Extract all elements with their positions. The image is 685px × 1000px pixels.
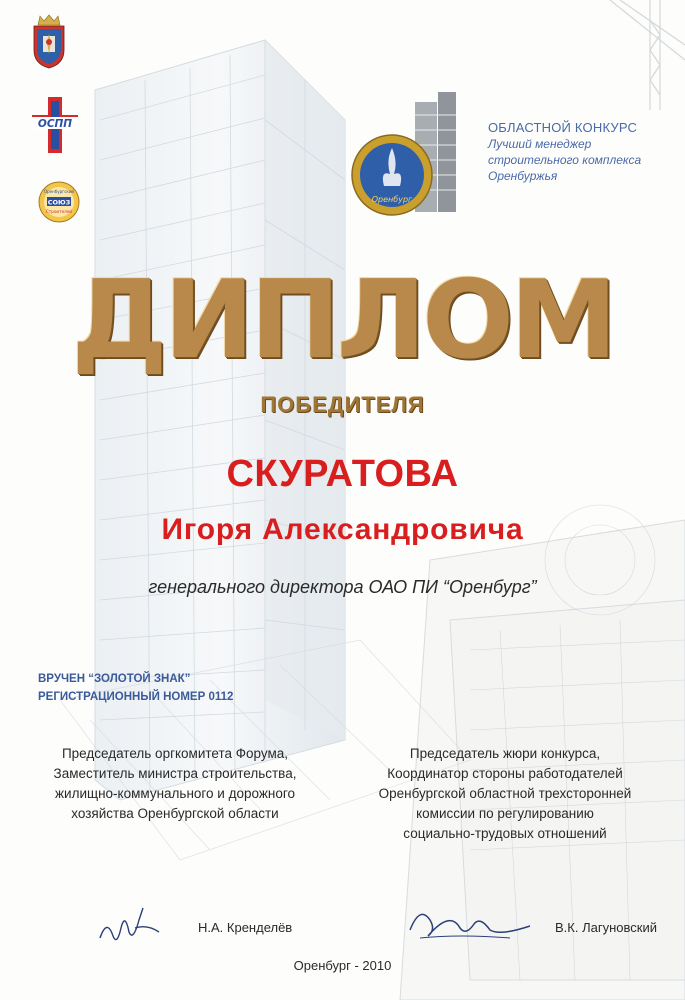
left-signatory-name: Н.А. Кренделёв: [198, 920, 293, 935]
contest-emblem-icon: [340, 90, 460, 230]
signatory-line: Координатор стороны работодателей: [387, 766, 623, 781]
contest-info: [488, 120, 678, 184]
signature-left-icon: [95, 898, 165, 948]
coat-of-arms-icon: [28, 12, 70, 70]
ospp-logo-icon: [30, 95, 80, 155]
contest-line: Лучший менеджер: [488, 137, 592, 151]
contest-line: строительного комплекса: [488, 153, 642, 167]
signature-right-icon: [400, 900, 540, 945]
signatory-line: Председатель оргкомитета Форума,: [61, 746, 289, 761]
diploma-subtitle: ПОБЕДИТЕЛЯ: [260, 392, 425, 417]
award-info: [38, 670, 233, 706]
signatory-line: Председатель жюри конкурса,: [409, 746, 601, 761]
svg-text:Строителей: Строителей: [45, 209, 73, 214]
signatory-line: комиссии по регулированию: [416, 806, 594, 821]
registration-number: РЕГИСТРАЦИОННЫЙ НОМЕР 0112: [38, 691, 234, 703]
contest-title: ОБЛАСТНОЙ КОНКУРС: [488, 120, 638, 135]
contest-line: Оренбуржья: [488, 169, 558, 183]
right-signatory-title: [355, 744, 655, 844]
builders-union-logo-icon: [38, 177, 80, 227]
recipient-position: генерального директора ОАО ПИ “Оренбург”: [148, 577, 537, 597]
svg-text:ОСПП: ОСПП: [37, 118, 73, 130]
recipient-name: Игоря Александровича: [161, 513, 524, 546]
crane: [610, 0, 685, 110]
signatory-line: Оренбургской областной трехсторонней: [378, 786, 632, 801]
svg-text:СОЮЗ: СОЮЗ: [47, 198, 71, 207]
recipient-surname: СКУРАТОВА: [226, 453, 459, 495]
svg-text:Оренбург: Оренбург: [371, 195, 413, 204]
award-line: ВРУЧЕН “ЗОЛОТОЙ ЗНАК”: [38, 673, 191, 685]
right-signatory-name: В.К. Лагуновский: [555, 920, 657, 935]
svg-text:Оренбургский: Оренбургский: [43, 189, 75, 194]
diploma-title: ДИПЛОМ: [71, 258, 614, 383]
signatory-line: жилищно-коммунального и дорожного: [55, 786, 295, 801]
left-signatory-title: [25, 744, 325, 824]
city-year: Оренбург - 2010: [293, 958, 392, 973]
signatory-line: социально-трудовых отношений: [403, 826, 607, 841]
signatory-line: Заместитель министра строительства,: [53, 766, 297, 781]
signatory-line: хозяйства Оренбургской области: [71, 806, 279, 821]
